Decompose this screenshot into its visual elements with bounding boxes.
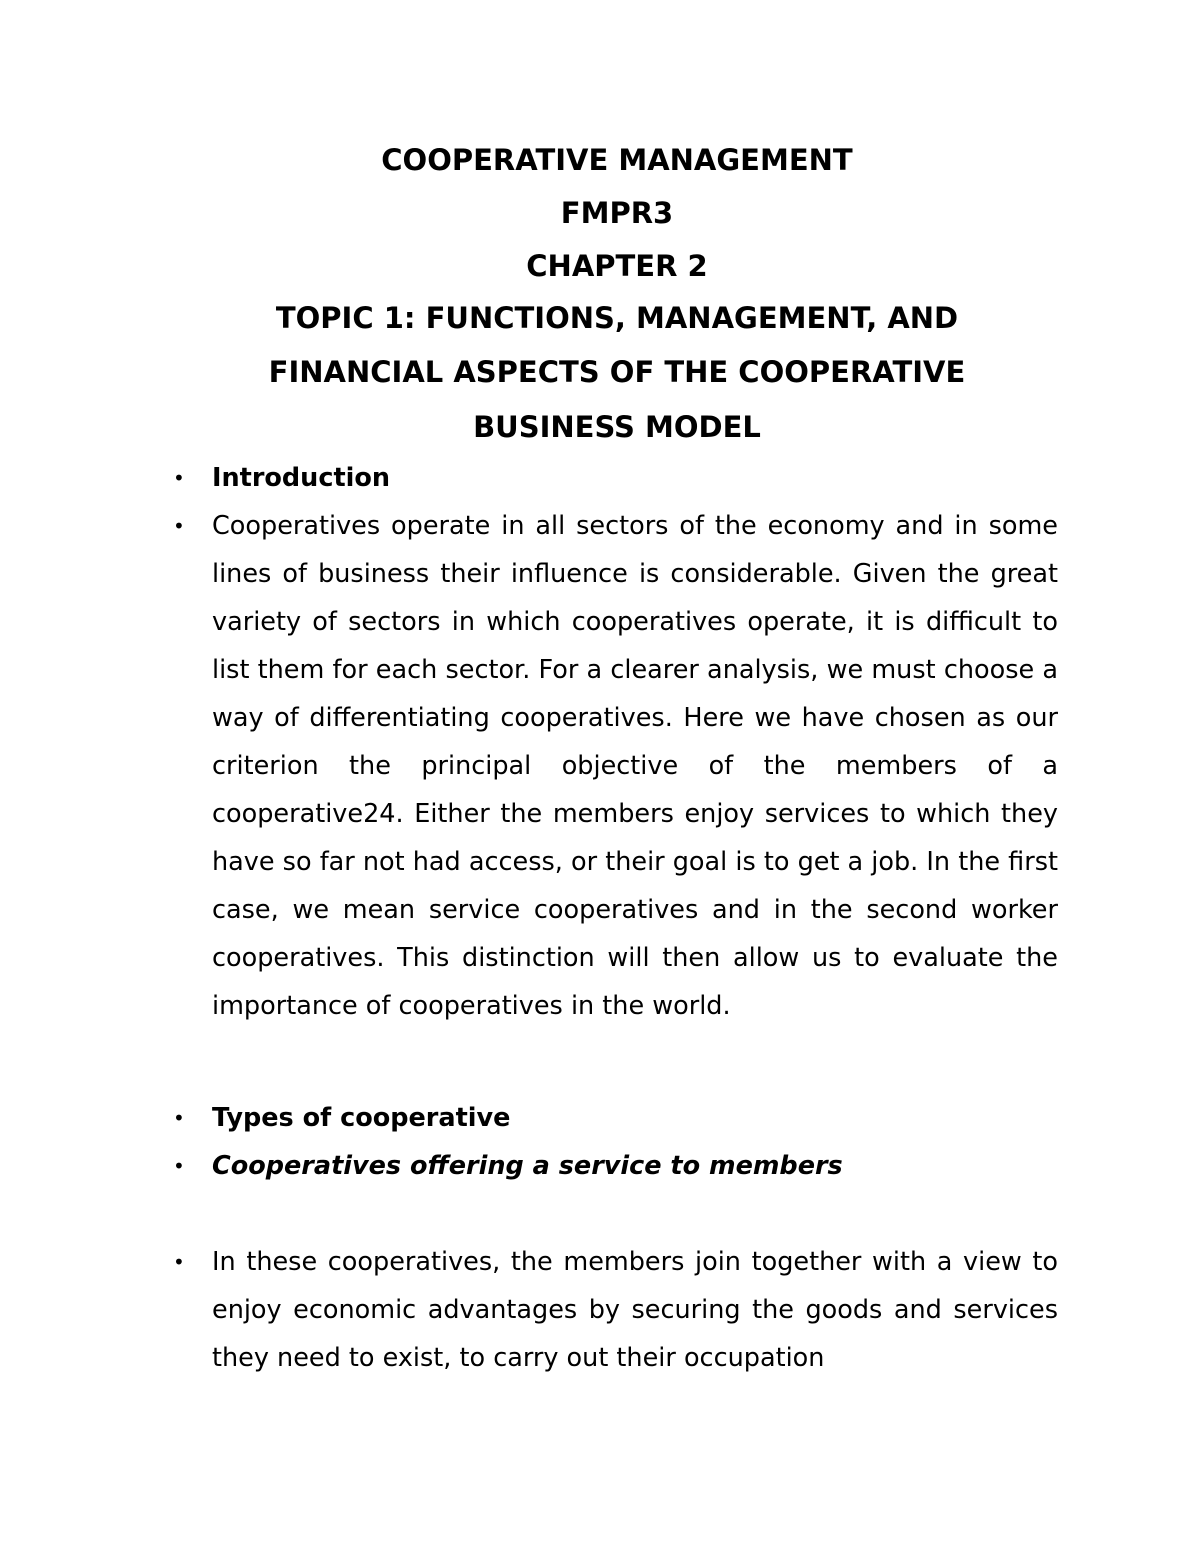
bullet-icon: • — [173, 1250, 185, 1274]
topic-title-line-2: FINANCIAL ASPECTS OF THE COOPERATIVE — [268, 355, 966, 389]
topic-title-line-1: TOPIC 1: FUNCTIONS, MANAGEMENT, AND — [275, 301, 959, 335]
introduction-paragraph: Cooperatives operate in all sectors of the economy and in some lines of business their influence is considerable. Given the great variety of sectors in which cooperatives operate, it is difficult to list them for each sector. For a clearer analysis, we must choose a way of differentiating cooperatives. Here we have chosen as our criterion the principal objective of the members of a cooperative24. Either the members enjoy services to which they have so far not had access, or their goal is to get a job. In the first case, we mean service cooperatives and in the second worker cooperatives. This distinction will then allow us to evaluate the importance of cooperatives in the world. — [212, 511, 1058, 1021]
bullet-icon: • — [173, 1154, 185, 1178]
service-cooperatives-paragraph: In these cooperatives, the members join together with a view to enjoy economic advantages by securing the goods and services they need to exist, to carry out their occupation — [212, 1247, 1058, 1373]
topic-title-line-3: BUSINESS MODEL — [473, 410, 761, 444]
introduction-heading: Introduction — [212, 463, 391, 493]
types-heading: Types of cooperative — [212, 1103, 511, 1133]
course-title: COOPERATIVE MANAGEMENT — [381, 143, 853, 177]
chapter-title: CHAPTER 2 — [526, 249, 708, 283]
course-code: FMPR3 — [560, 196, 674, 230]
bullet-icon: • — [173, 466, 185, 490]
service-cooperatives-heading: Cooperatives offering a service to members — [212, 1151, 843, 1181]
bullet-icon: • — [173, 514, 185, 538]
bullet-icon: • — [173, 1106, 185, 1130]
